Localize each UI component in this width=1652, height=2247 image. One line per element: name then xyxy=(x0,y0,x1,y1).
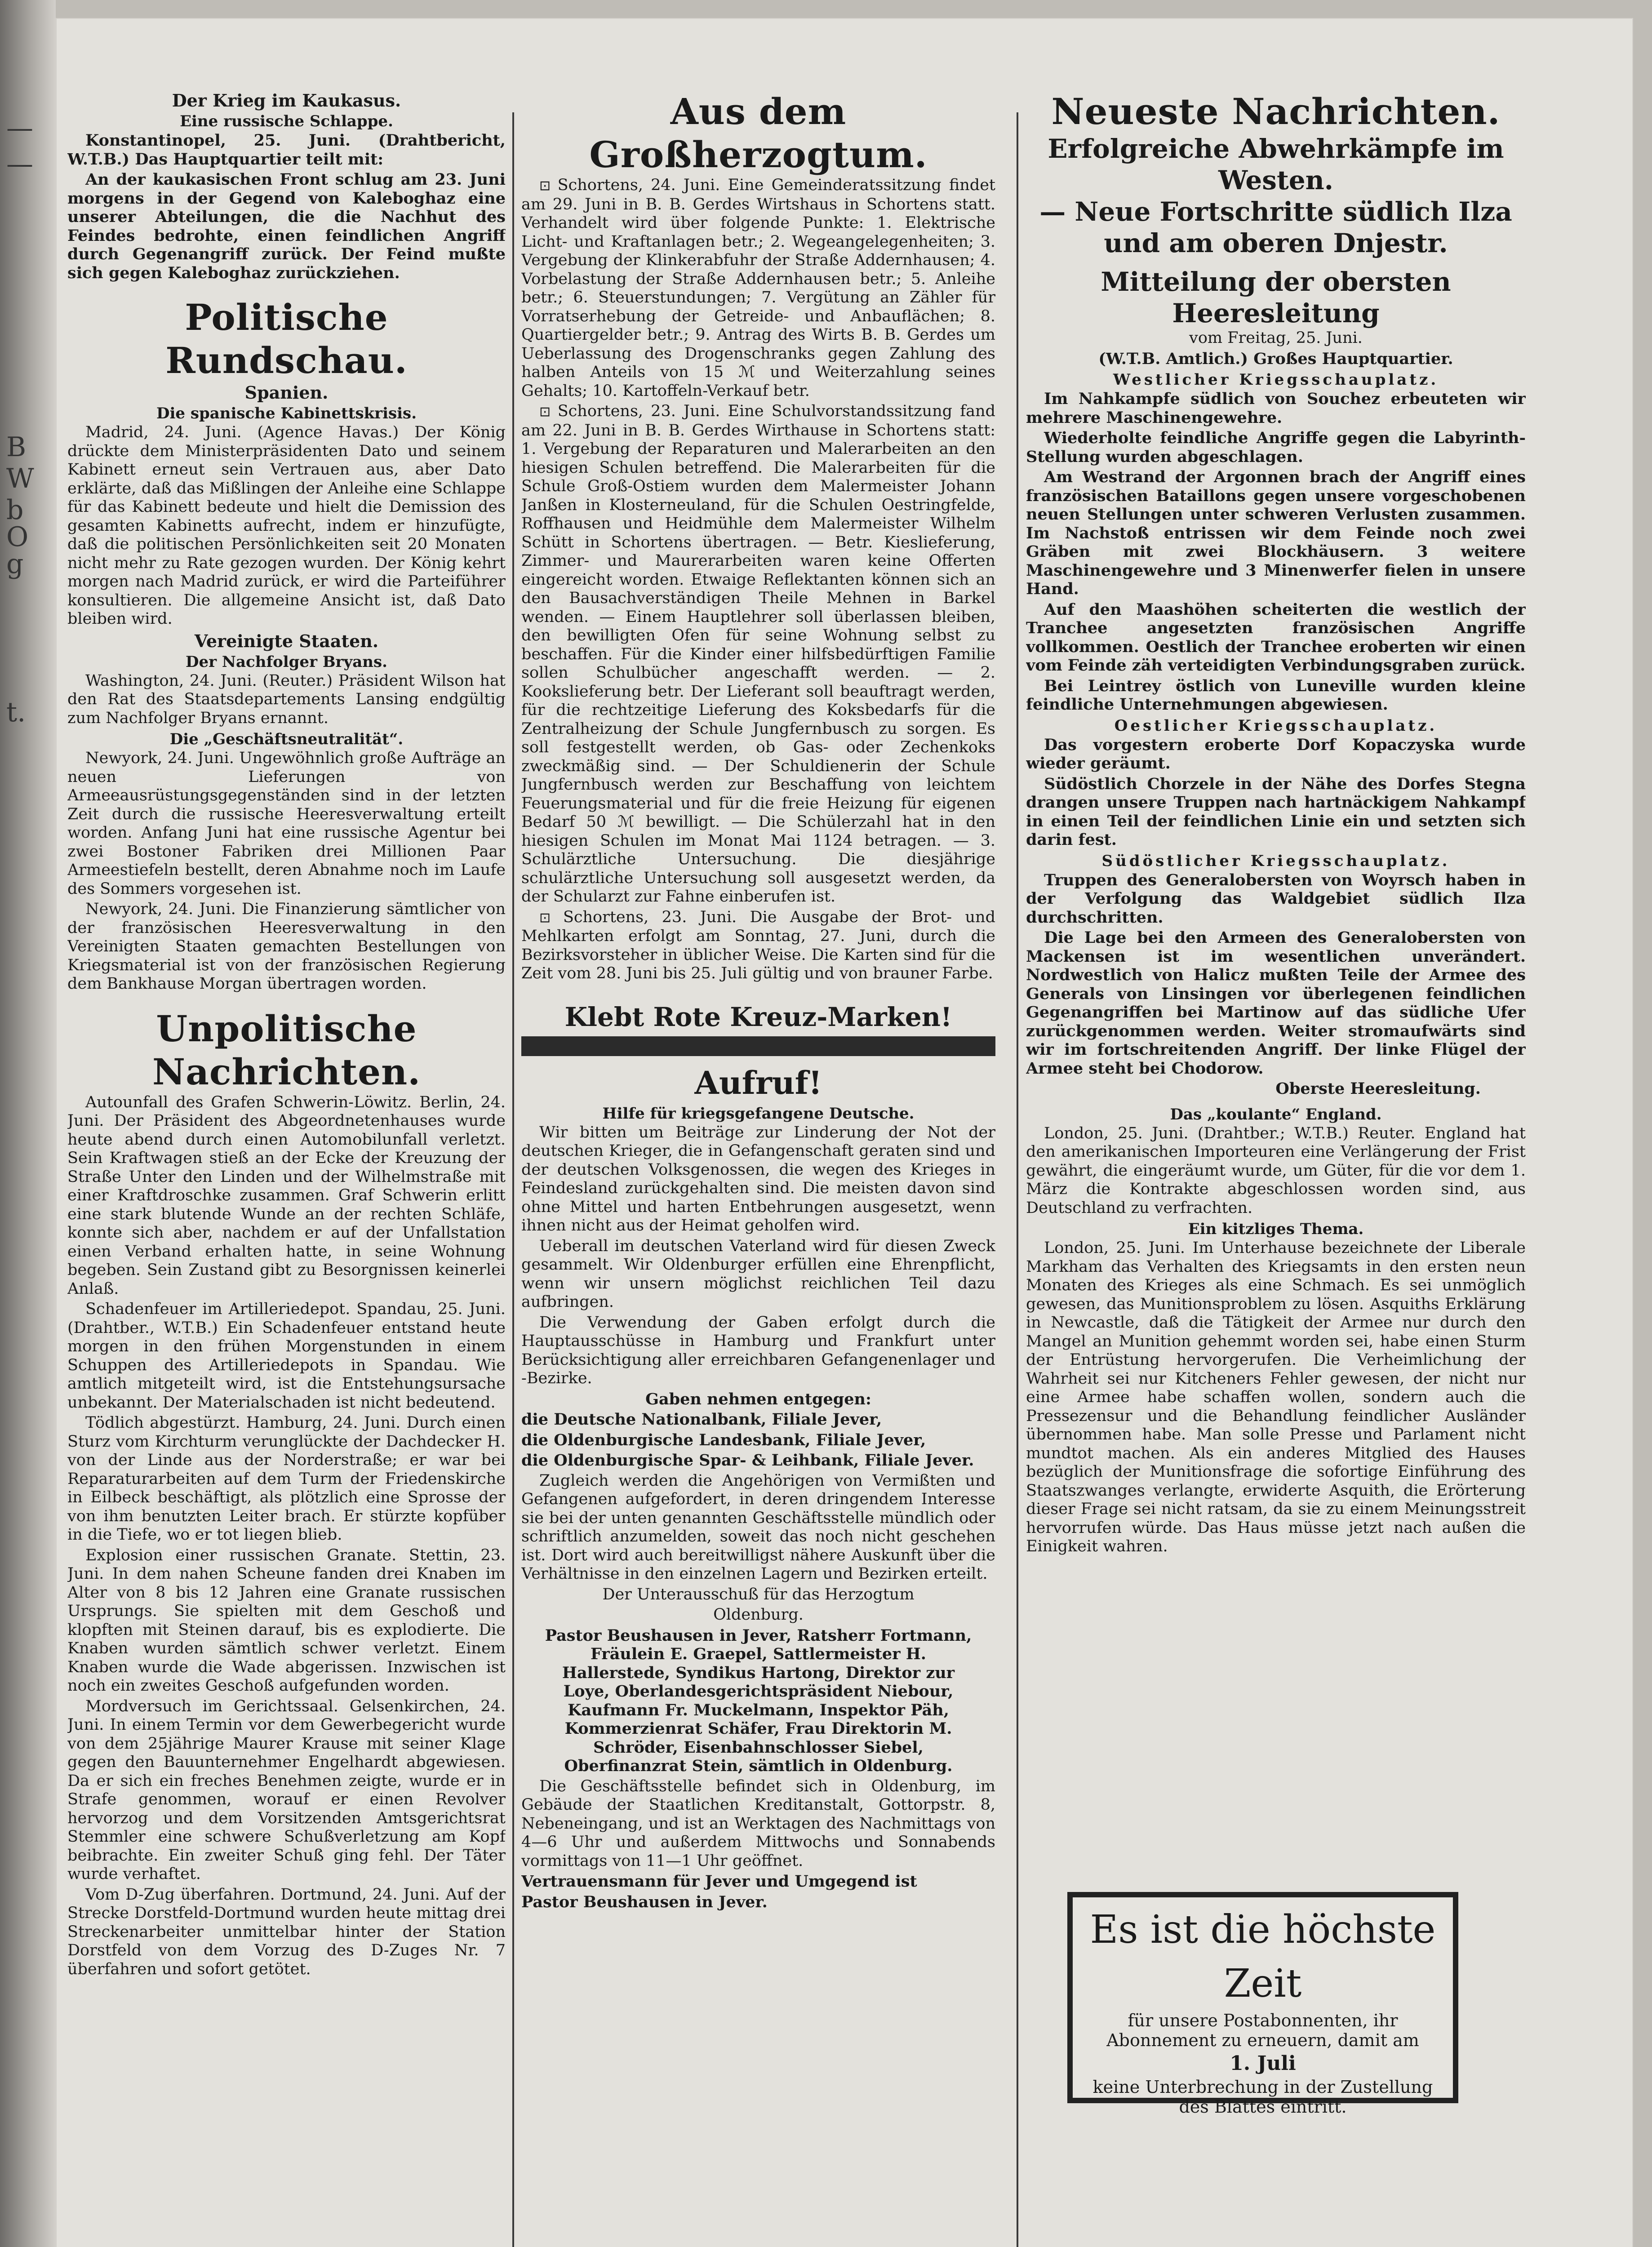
usa-article-3: Newyork, 24. Juni. Die Finanzierung sämtlicher von der französischen Heeresverwaltung in den Vereinigten Staaten gemachten Bestellungen von Kriegsmaterial ist von der französischen Regierung dem Bankhause Morgan übertragen worden. xyxy=(67,900,506,993)
column-rule xyxy=(512,112,514,2247)
square-bullet-icon: ⊡ xyxy=(539,178,558,194)
reminder-date: 1. Juli xyxy=(1230,2052,1296,2075)
spanien-heading: Spanien. xyxy=(244,382,329,403)
kaukasus-title: Der Krieg im Kaukasus. xyxy=(172,90,401,111)
spanien-subheading: Die spanische Kabinettskrisis. xyxy=(156,404,417,422)
unpol-article-dzug: Vom D-Zug überfahren. Dortmund, 24. Juni. Auf der Strecke Dorstfeld-Dortmund wurden heute mittag drei Streckenarbeiter unmittelbar hinter der Station Dorstfeld von dem Vorzug des D-Zuges Nr. 7 überfahren und sofort getötet. xyxy=(67,1885,506,1978)
neueste-nachrichten-title: Neueste Nachrichten. xyxy=(1051,90,1501,133)
ausschuss-line-1: Der Unterausschuß für das Herzogtum xyxy=(602,1585,915,1603)
unpol-article-schadenfeuer: Schadenfeuer im Artilleriedepot. Spandau, 25. Juni. (Drahtber., W.T.B.) Ein Schadenfeuer entstand heute morgen in den frühen Morgenstunden in einem Schuppen des Artilleriedepots in Spandau. Wie amtlich mitgeteilt wird, ist die Entstehungsursache unbekannt. Der Materialschaden ist nicht bedeutend. xyxy=(67,1300,506,1412)
black-divider-bar xyxy=(521,1036,995,1056)
aufruf-paragraph-2: Ueberall im deutschen Vaterland wird für diesen Zweck gesammelt. Wir Oldenburger erfüllen eine Ehrenpflicht, wenn wir unsern möglichst reichlichen Teil dazu aufbringen. xyxy=(521,1237,995,1311)
margin-fragment: O xyxy=(6,521,29,553)
square-bullet-icon: ⊡ xyxy=(539,404,558,420)
aufruf-paragraph-1: Wir bitten um Beiträge zur Linderung der Not der deutschen Krieger, die in Gefangenschaft geraten sind und der deutschen Volksgenossen, die wegen des Krieges in Feindesland zurückgehalten sind. Die meisten davon sind ohne Mittel und harten Entbehrungen ausgesetzt, wenn ihnen nicht aus der Heimat geholfen wird. xyxy=(521,1123,995,1235)
margin-fragment: B xyxy=(6,431,27,463)
kaukasus-subtitle: Eine russische Schlappe. xyxy=(180,112,393,130)
ost-paragraph-2: Südöstlich Chorzele in der Nähe des Dorfes Stegna drangen unsere Truppen nach hartnäckigem Nahkampf in einen Teil der feindlichen Linie ein und setzten sich darin fest. xyxy=(1026,774,1526,849)
ausschuss-members: Pastor Beushausen in Jever, Ratsherr Fortmann, Fräulein E. Graepel, Sattlermeister H. Hallerstede, Syndikus Hartong, Direktor zur Loye, Oberlandesgerichtspräsident Niebour, Kaufmann Fr. Muckelmann, Inspektor Päh, Kommerzienrat Schäfer, Frau Direktorin M. Schröder, Eisenbahnschlosser Siebel, Oberfinanzrat Stein, sämtlich in Oldenburg. xyxy=(545,1626,972,1775)
headline-fortschritte: — Neue Fortschritte südlich Ilza und am oberen Dnjestr. xyxy=(1039,196,1512,258)
england-article: London, 25. Juni. (Drahtber.; W.T.B.) Reuter. England hat den amerikanischen Importeuren eine Verlängerung der Frist gewährt, die eingeräumt wurde, um Güter, für die vor dem 1. März die Kontrakte abgeschlossen worden sind, aus Deutschland zu verfrachten. xyxy=(1026,1124,1526,1217)
heeresleitung-signature: Oberste Heeresleitung. xyxy=(1275,1079,1481,1098)
usa-article-2: Newyork, 24. Juni. Ungewöhnlich große Aufträge an neuen Lieferungen von Armeeausrüstungsgegenständen sind in der letzten Zeit durch die russische Heeresverwaltung erteilt worden. Anfang Juni hat eine russische Agentur bei zwei Bostoner Fabriken drei Millionen Paar Armeestiefeln bestellt, deren Abnahme noch im Laufe des Sommers vorgesehen ist. xyxy=(67,749,506,898)
mitteilung-date: vom Freitag, 25. Juni. xyxy=(1189,329,1363,347)
reminder-headline: Es ist die höchste Zeit xyxy=(1090,1907,1436,2006)
ost-heading: Oestlicher Kriegsschauplatz. xyxy=(1114,716,1438,735)
reminder-text-1: für unsere Postabonnenten, ihr Abonnement zu erneuern, damit am xyxy=(1106,2011,1419,2050)
gaben-bank-1: die Deutsche Nationalbank, Filiale Jever, xyxy=(521,1410,882,1429)
wtb-dateline: (W.T.B. Amtlich.) Großes Hauptquartier. xyxy=(1098,349,1453,368)
column-left xyxy=(67,90,506,2247)
england-heading: Das „koulante“ England. xyxy=(1170,1105,1382,1124)
square-bullet-icon: ⊡ xyxy=(539,910,563,926)
usa-heading: Vereinigte Staaten. xyxy=(194,631,379,651)
kitzlig-heading: Ein kitzliges Thema. xyxy=(1188,1220,1364,1238)
rundschau-title: Politische Rundschau. xyxy=(165,296,408,382)
binding-edge xyxy=(0,0,56,2247)
vertrauensmann-line-1: Vertrauensmann für Jever und Umgegend ist xyxy=(521,1872,917,1891)
spanien-article: Madrid, 24. Juni. (Agence Havas.) Der König drückte dem Ministerpräsidenten Dato und seinem Kabinett erneut sein Vertrauen aus, aber Dato erklärte, daß das Mißlingen der Anleihe eine Schlappe für das Kabinett bedeute und hielt die Demission des gesamten Kabinetts aufrecht, indem er hinzufügte, daß die politischen Persönlichkeiten seit 20 Monaten nicht mehr zu Rate gezogen wurden. Der König kehrt morgen nach Madrid zurück, er wird die Parteiführer konsultieren. Die allgemeine Ansicht ist, daß Dato bleiben wird. xyxy=(67,423,506,628)
aufruf-title: Aufruf! xyxy=(694,1064,822,1101)
kaukasus-dateline: Konstantinopel, 25. Juni. (Drahtbericht, W.T.B.) Das Hauptquartier teilt mit: xyxy=(67,131,506,169)
gaben-bank-3: die Oldenburgische Spar- & Leihbank, Filiale Jever. xyxy=(521,1451,974,1470)
west-paragraph-1: Im Nahkampfe südlich von Souchez erbeuteten wir mehrere Maschinengewehre. xyxy=(1026,390,1526,427)
unpol-article-autounfall: Autounfall des Grafen Schwerin-Löwitz. Berlin, 24. Juni. Der Präsident des Abgeordnetenhauses wurde heute abend durch einen Automobilunfall verletzt. Sein Kraftwagen stieß an der Ecke der Kreuzung der Straße Unter den Linden und der Wilhelmstraße mit einer Kraftdroschke zusammen. Graf Schwerin erlitt eine stark blutende Wunde an der rechten Schläfe, konnte sich aber, nachdem er auf der Unfallstation einen Verband erhalten hatte, in seine Wohnung begeben. Sein Zustand gibt zu Besorgnissen keinerlei Anlaß. xyxy=(67,1093,506,1298)
schortens-gemeinderat xyxy=(521,176,995,400)
schortens-schulvorstand xyxy=(521,402,995,906)
schortens-schulvorstand-text: Schortens, 23. Juni. Eine Schulvorstandssitzung fand am 22. Juni in B. B. Gerdes Wirthause in Schortens statt: 1. Vergebung der Reparaturen und Malerarbeiten an den hiesigen Schulen betreffend. Die Malerarbeiten für die Schule Groß-Ostiem wurden dem Malermeister Johann Janßen in Klosterneuland, für die Schulen Oestringfelde, Roffhausen und Heidmühle dem Malermeister Wilhelm Schütt in Schortens übertragen. — Betr. Kieslieferung, Zimmer- und Maurerarbeiten waren keine Offerten eingereicht worden. Etwaige Reflektanten können sich an den Bausachverständigen Theile Mehnen in Barkel wenden. — Einem Hauptlehrer soll überlassen bleiben, den bewilligten Ofen für seine Wohnung selbst zu beschaffen. Für die Kinder einer hilfsbedürftigen Familie sollen Schulbücher angeschafft werden. — 2. Kookslieferung betr. Der Lieferant soll beauftragt werden, für die rechtzeitige Lieferung des Koksbedarfs für die Zentralheizung der Schule Jungfernbusch zu sorgen. Es soll festgestellt werden, ob Gas- oder Zechenkoks zweckmäßig sind. — Der Schuldienerin der Schule Jungfernbusch werden zur Beschaffung von leichtem Feuerungsmaterial und für die freie Heizung für eigenen Bedarf 50 ℳ bewilligt. — Die Schülerzahl hat in den hiesigen Schulen im Monat Mai 1124 betragen. — 3. Schulärztliche Untersuchung. Die diesjährige schulärztliche Untersuchung soll ausgesetzt werden, da der Schularzt zur Fahne einberufen ist. xyxy=(521,402,995,906)
aufruf-paragraph-4: Zugleich werden die Angehörigen von Vermißten und Gefangenen aufgefordert, in deren dringendem Interesse sie bei der unten genannten Geschäftsstelle mündlich oder schriftlich anzumelden, soweit das noch nicht geschehen ist. Dort wird auch bereitwilligst nähere Auskunft über die Verhältnisse in den einzelnen Lagern und Bezirken erteilt. xyxy=(521,1471,995,1583)
usa-subheading-bryan: Der Nachfolger Bryans. xyxy=(186,653,387,671)
reminder-text-2: keine Unterbrechung in der Zustellung des Blattes eintritt. xyxy=(1092,2077,1433,2117)
margin-fragment: b xyxy=(6,494,24,526)
headline-westen: Erfolgreiche Abwehrkämpfe im Westen. xyxy=(1048,133,1504,195)
mitteilung-heading: Mitteilung der obersten Heeresleitung xyxy=(1101,266,1451,329)
margin-fragment: g xyxy=(6,548,24,580)
usa-article-1: Washington, 24. Juni. (Reuter.) Präsident Wilson hat den Rat des Staatsdepartements Lansing endgültig zum Nachfolger Bryans ernannt. xyxy=(67,671,506,727)
west-heading: Westlicher Kriegsschauplatz. xyxy=(1113,371,1439,389)
west-paragraph-3: Am Westrand der Argonnen brach der Angriff eines französischen Bataillons gegen unsere vorgeschobenen neuen Stellungen unter schweren Verlusten zusammen. Im Nachstoß entrissen wir dem Feinde noch zwei Gräben mit zwei Blockhäusern. 3 weitere Maschinengewehre und 3 Minenwerfer fielen in unsere Hand. xyxy=(1026,468,1526,598)
margin-fragment: — xyxy=(6,112,33,144)
ausschuss-line-2: Oldenburg. xyxy=(713,1606,804,1624)
aufruf-paragraph-3: Die Verwendung der Gaben erfolgt durch die Hauptausschüsse in Hamburg und Frankfurt unter Berücksichtigung aller erreichbaren Gefangenenlager und -Bezirke. xyxy=(521,1313,995,1387)
gaben-bank-2: die Oldenburgische Landesbank, Filiale Jever, xyxy=(521,1430,926,1449)
suedost-heading: Südöstlicher Kriegsschauplatz. xyxy=(1101,852,1450,870)
vertrauensmann-line-2: Pastor Beushausen in Jever. xyxy=(521,1892,768,1911)
grossherzogtum-title: Aus dem Großherzogtum. xyxy=(589,90,928,176)
unpol-article-mordversuch: Mordversuch im Gerichtssaal. Gelsenkirchen, 24. Juni. In einem Termin vor dem Gewerbegericht wurde von dem 25jährige Maurer Krause mit seiner Klage gegen den Bauunternehmer Engelhardt abgewiesen. Da er sich ein freches Benehmen zeigte, wurde er in Strafe genommen, worauf er einen Revolver hervorzog und dem Vorsitzenden Amtsgerichtsrat Stemmler eine schwere Schußverletzung am Kopf beibrachte. Ein zweiter Schuß ging fehl. Der Täter wurde verhaftet. xyxy=(67,1697,506,1883)
margin-fragment: W xyxy=(6,463,34,494)
margin-fragment: t. xyxy=(6,697,26,728)
column-rule xyxy=(1017,112,1018,2247)
gaben-heading: Gaben nehmen entgegen: xyxy=(645,1390,871,1408)
aufruf-paragraph-5: Die Geschäftsstelle befindet sich in Oldenburg, im Gebäude der Staatlichen Kreditanstalt, Gottorpstr. 8, Nebeneingang, und ist an Werktagen des Nachmittags von 4—6 Uhr und außerdem Mittwochs und Sonnabends vormittags von 11—1 Uhr geöffnet. xyxy=(521,1777,995,1870)
unpol-article-explosion: Explosion einer russischen Granate. Stettin, 23. Juni. In dem nahen Scheune fanden drei Knaben im Alter von 8 bis 12 Jahren eine Granate russischen Ursprungs. Sie spielten mit dem Geschoß und klopften mit Steinen darauf, bis es explodierte. Die Knaben wurden sämtlich schwer verletzt. Einem Knaben wurde die Wade abgerissen. Inzwischen ist noch ein zweites Geschoß aufgefunden worden. xyxy=(67,1546,506,1695)
suedost-paragraph-2: Die Lage bei den Armeen des Generalobersten von Mackensen ist im wesentlichen unverändert. Nordwestlich von Halicz mußten Teile der Armee des Generals von Linsingen vor überlegenen feindlichen Gegenangriffen bei Martinow auf das südliche Ufer zurückgenommen werden. Weiter stromaufwärts sind wir im fortschreitenden Angriff. Der linke Flügel der Armee steht bei Chodorow. xyxy=(1026,928,1526,1078)
west-paragraph-5: Bei Leintrey östlich von Luneville wurden kleine feindliche Unternehmungen abgewiesen. xyxy=(1026,676,1526,714)
unpol-article-toedlich: Tödlich abgestürzt. Hamburg, 24. Juni. Durch einen Sturz vom Kirchturm verunglückte der Dachdecker H. von der Linde aus der Norderstraße; er war bei Reparaturarbeiten auf dem Turm der Friedenskirche in Eilbeck beschäftigt, als plötzlich eine Sprosse der von ihm benutzten Leiter brach. Er stürzte kopfüber in die Tiefe, wo er tot liegen blieb. xyxy=(67,1414,506,1544)
west-paragraph-4: Auf den Maashöhen scheiterten die westlich der Tranchee angesetzten französischen Angriffe vollkommen. Oestlich der Tranchee eroberten wir einen vom Feinde zäh verteidigten Verbindungsgraben zurück. xyxy=(1026,600,1526,675)
schortens-brotkarten xyxy=(521,908,995,983)
usa-subheading-neutralitaet: Die „Geschäftsneutralität“. xyxy=(169,730,404,748)
unpolitische-title: Unpolitische Nachrichten. xyxy=(152,1007,421,1093)
aufruf-subtitle: Hilfe für kriegsgefangene Deutsche. xyxy=(602,1104,915,1123)
margin-fragment: — xyxy=(6,148,33,180)
ost-paragraph-1: Das vorgestern eroberte Dorf Kopaczyska wurde wieder geräumt. xyxy=(1026,735,1526,773)
subscription-reminder-box xyxy=(1067,1892,1458,2117)
kaukasus-body: An der kaukasischen Front schlug am 23. Juni morgens in der Gegend von Kaleboghaz eine unserer Abteilungen, die die Nachhut des Feindes bedrohte, einen feindlichen Angriff durch Gegenangriff zurück. Der Feind mußte sich gegen Kaleboghaz zurückziehen. xyxy=(67,170,506,282)
klebt-rote-kreuz-headline: Klebt Rote Kreuz-Marken! xyxy=(564,1001,952,1032)
suedost-paragraph-1: Truppen des Generalobersten von Woyrsch haben in der Verfolgung das Waldgebiet südlich Ilza durchschritten. xyxy=(1026,870,1526,927)
schortens-brotkarten-text: Schortens, 23. Juni. Die Ausgabe der Brot- und Mehlkarten erfolgt am Sonntag, 27. Juni, durch die Bezirksvorsteher in üblicher Weise. Die Karten sind für die Zeit vom 28. Juni bis 25. Juli gültig und von brauner Farbe. xyxy=(521,908,995,982)
schortens-gemeinderat-text: Schortens, 24. Juni. Eine Gemeinderatssitzung findet am 29. Juni in B. B. Gerdes Wirtshaus in Schortens statt. Verhandelt wird über folgende Punkte: 1. Elektrische Licht- und Kraftanlagen betr.; 2. Wegeangelegenheiten; 3. Vergebung der Klinkerabfuhr der Straße Addernhausen; 4. Vorbelastung der Straße Addernhausen betr.; 5. Anleihe betr.; 6. Steuerstundungen; 7. Vergütung an Zähler für Vorratserhebung der Getreide- und Anbauflächen; 8. Quartiergelder betr.; 9. Antrag des Wirts B. B. Gerdes um Ueberlassung des Drogenschranks gegen Zahlung des halben Anteils von 15 ℳ und Weiterzahlung seines Gehalts; 10. Kartoffeln-Verkauf betr. xyxy=(521,176,995,400)
kitzlig-article: London, 25. Juni. Im Unterhause bezeichnete der Liberale Markham das Verhalten des Kriegsamts in den ersten neun Monaten des Krieges als eine Schmach. Es sei unmöglich gewesen, das Munitionsproblem zu lösen. Asquiths Erklärung in Newcastle, daß die Tätigkeit der Armee nur durch den Mangel an Munition gehemmt worden sei, habe einen Sturm der Entrüstung hervorgerufen. Die Verheimlichung der Wahrheit sei nur Kitcheners Fehler gewesen, der nicht nur eine Armee habe schaffen wollen, sondern auch die Pressezensur und die Behandlung feindlicher Ausländer übernommen habe. Man solle Presse und Parlament nicht mundtot machen. Als ein anderes Mitglied des Hauses bezüglich der Munitionsfrage die sofortige Einführung des Staatszwanges verlangte, erwiderte Asquith, die Erörterung dieser Frage sei nicht ratsam, da sie zu einem Meinungsstreit hervorrufen würde. Das Haus müsse jetzt nach außen die Einigkeit wahren. xyxy=(1026,1239,1526,1555)
west-paragraph-2: Wiederholte feindliche Angriffe gegen die Labyrinth-Stellung wurden abgeschlagen. xyxy=(1026,429,1526,466)
column-middle xyxy=(521,90,995,2247)
